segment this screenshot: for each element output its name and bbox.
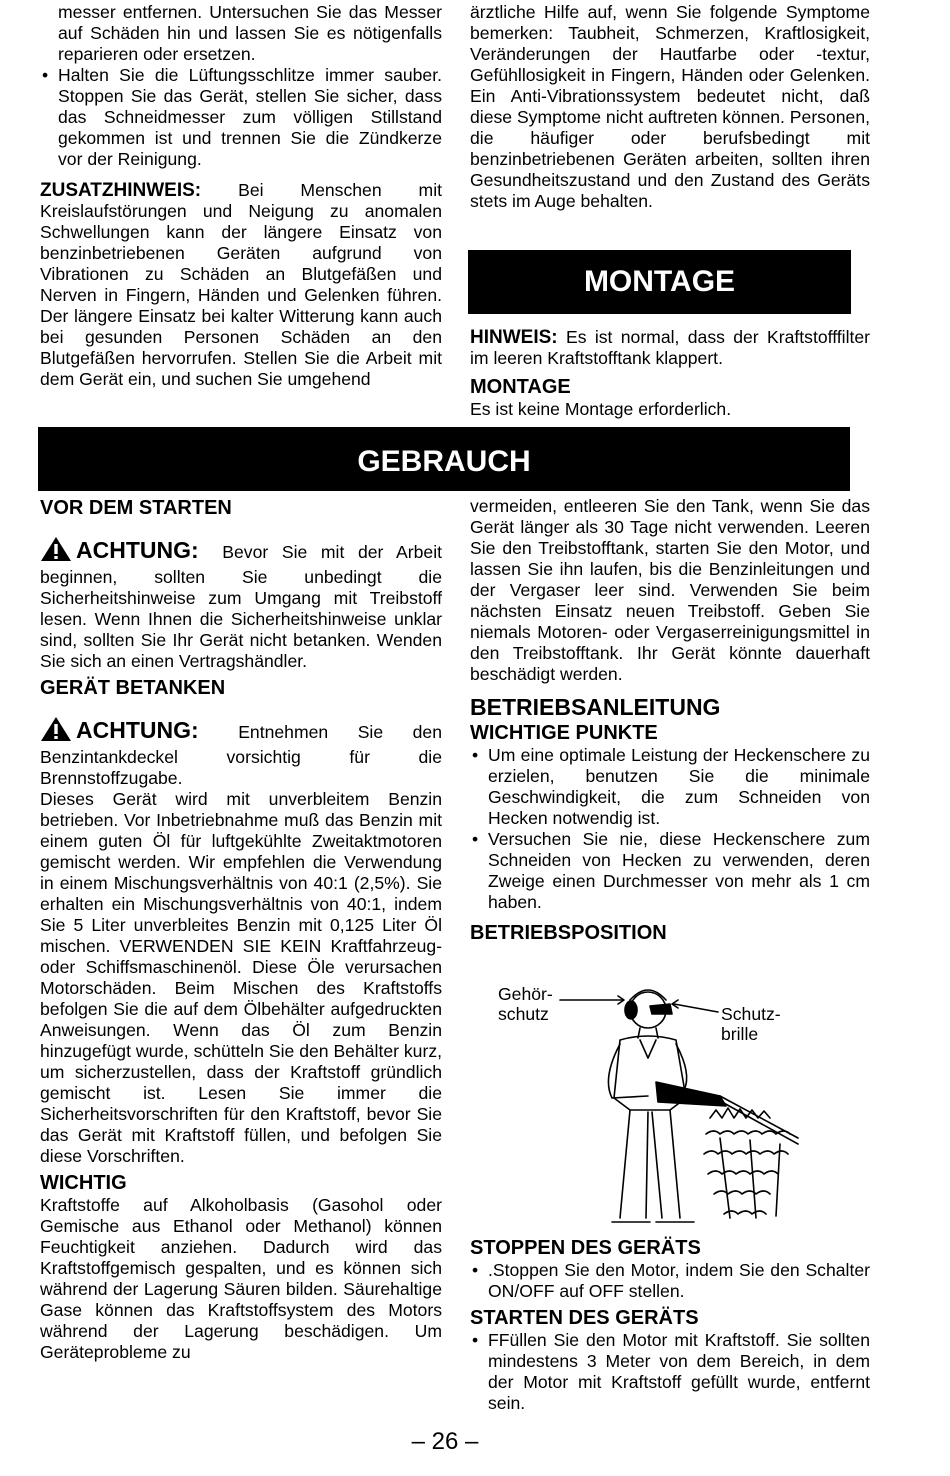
page-number: – 26 – [411, 1428, 479, 1455]
left-top-column [40, 2, 442, 390]
figure-label-hearing-protection: Gehör- schutz [498, 984, 553, 1024]
list-item [470, 829, 870, 913]
stoppen-heading: STOPPEN DES GERÄTS [470, 1237, 701, 1259]
vor-dem-starten-heading: VOR DEM STARTEN [40, 497, 232, 519]
continued-paragraph: ärztliche Hilfe auf, wenn Sie folgende Symptome bemerken: Taubheit, Schmerzen, Kraftlosigkeit, Veränderungen der Hautfarbe oder -textur, Gefühllosigkeit in Fingern, Händen oder Gelenken. Ein Anti-Vibrationssystem bedeutet nicht, daß diese Symptome nicht auftreten können. Personen, die häufiger oder berufsbedingt mit benzinbetriebenen Geräten arbeiten, sollten ihren Gesundheitszustand und den Zustand des Geräts stets im Auge behalten. [470, 2, 871, 211]
betriebsposition-heading: BETRIEBSPOSITION [470, 922, 667, 944]
wichtig-heading: WICHTIG [40, 1172, 127, 1194]
left-bottom-column [40, 496, 442, 1363]
list-item-text: Versuchen Sie nie, diese Heckenschere zum Schneiden von Hecken zu verwenden, deren Zweige einen Durchmesser von mehr als 1 cm haben. [488, 829, 870, 912]
wichtige-punkte-heading: WICHTIGE PUNKTE [470, 722, 658, 744]
list-item-text: Um eine optimale Leistung der Heckenschere zu erzielen, benutzen Sie die minimale Geschwindigkeit, die zum Schneiden von Hecken notwendig ist. [488, 745, 870, 828]
montage-banner-title: MONTAGE [583, 265, 736, 298]
geraet-betanken-heading: GERÄT BETANKEN [40, 677, 226, 699]
note-lead: ZUSATZHINWEIS: [40, 180, 202, 201]
starten-heading: STARTEN DES GERÄTS [470, 1307, 699, 1329]
right-top-lower [470, 327, 870, 420]
list-item [470, 745, 870, 829]
montage-text: Es ist keine Montage erforderlich. [470, 399, 732, 419]
hinweis-paragraph [470, 327, 870, 369]
wichtig-paragraph: Kraftstoffe auf Alkoholbasis (Gasohol oder Gemische aus Ethanol oder Methanol) können Feuchtigkeit anziehen. Dadurch wird das Kraftstoffgemisch gespalten, und es können sich während der Lagerung Säuren bilden. Säurehaltige Gase können das Kraftstoffsystem des Motors während der Lagerung beschädigen. Um Geräteprobleme zu [40, 1195, 442, 1362]
warning-icon [40, 536, 72, 567]
hinweis-lead: HINWEIS: [470, 327, 558, 348]
betriebsanleitung-heading: BETRIEBSANLEITUNG [470, 694, 721, 720]
bullet-dot: • [472, 745, 479, 765]
list-item [470, 1330, 870, 1414]
warning-icon [40, 716, 72, 747]
right-bottom-column [470, 496, 870, 945]
montage-heading: MONTAGE [470, 376, 571, 398]
warning-2-text: Entnehmen Sie den Benzintankdeckel vorsichtig für die Brennstoffzugabe. [40, 722, 443, 788]
fuel-paragraph: Dieses Gerät wird mit unverbleitem Benzin betrieben. Vor Inbetriebnahme muß das Benzin mit einem guten Öl für luftgekühlte Zweitaktmotoren gemischt werden. Wir empfehlen die Verwendung in einem Mischungsverhältnis von 40:1 (2,5%). Sie erhalten ein Mischungsverhältnis von 40:1, indem Sie 5 Liter unverbleites Benzin mit 0,125 Liter Öl mischen. VERWENDEN SIE KEIN Kraftfahrzeug- oder Schiffsmaschinenöl. Diese Öle verursachen Motorschäden. Beim Mischen des Kraftstoffs befolgen Sie die auf dem Ölbehälter aufgedruckten Anweisungen. Wenn das Öl zum Benzin hinzugefügt wurde, schütteln Sie den Behälter kurz, um sicherzustellen, dass der Kraftstoff gründlich gemischt ist. Lesen Sie immer die Sicherheitsvorschriften für den Kraftstoff, bevor Sie das Gerät mit Kraftstoff füllen, und befolgen Sie diese Vorschriften. [40, 789, 442, 1166]
right-top-column [470, 2, 870, 212]
warning-block-2 [40, 716, 442, 789]
montage-banner [468, 250, 851, 314]
continued-paragraph: vermeiden, entleeren Sie den Tank, wenn Sie das Gerät länger als 30 Tage nicht verwenden. Leeren Sie den Treibstofftank, starten Sie den Motor, und lassen Sie ihn laufen, bis die Benzinleitungen und der Vergaser leer sind. Verwenden Sie beim nächsten Einsatz neuen Treibstoff. Geben Sie niemals Motoren- oder Vergaserreinigungsmittel in den Treibstofftank. Ihr Gerät könnte dauerhaft beschädigt werden. [470, 496, 870, 684]
warning-1-text: Bevor Sie mit der Arbeit beginnen, sollten Sie unbedingt die Sicherheitshinweise zum Umgang mit Treibstoff lesen. Wenn Ihnen die Sicherheitshinweise unklar sind, sollten Sie Ihr Gerät nicht betanken. Wenden Sie sich an einen Vertragshändler. [40, 542, 443, 671]
operator-illustration [480, 978, 810, 1228]
warning-word: ACHTUNG: [76, 537, 199, 563]
right-bottom-lower [470, 1236, 870, 1414]
list-item-text: .Stoppen Sie den Motor, indem Sie den Schalter ON/OFF auf OFF stellen. [488, 1260, 870, 1301]
list-item-text: Halten Sie die Lüftungsschlitze immer sauber. Stoppen Sie das Gerät, stellen Sie sicher, dass das Schneidmesser zum völligen Stillstand gekommen ist und trennen Sie die Zündkerze vor der Reinigung. [58, 65, 442, 169]
warning-block-1 [40, 536, 442, 672]
warning-1-paragraph [40, 536, 442, 672]
list-item-text: FFüllen Sie den Motor mit Kraftstoff. Sie sollten mindestens 3 Meter von dem Bereich, in dem der Motor mit Kraftstoff gefüllt wurde, entfernt sein. [488, 1330, 870, 1413]
gebrauch-banner-title: GEBRAUCH [357, 445, 531, 478]
bullet-dot: • [472, 1330, 479, 1350]
gebrauch-banner [38, 427, 850, 491]
figure-label-safety-glasses: Schutz- brille [721, 1004, 781, 1044]
warning-2-paragraph [40, 716, 442, 789]
note-text: Bei Menschen mit Kreislaufstörungen und Neigung zu anomalen Schwellungen kann der längere Einsatz von benzinbetriebenen Geräten aufgrund von Vibrationen zu Schäden an Blutgefäßen und Nerven in Fingern, Händen und Gelenken führen. Der längere Einsatz bei kalter Witterung kann auch bei gesunden Personen Schäden an den Blutgefäßen hervorrufen. Stellen Sie die Arbeit mit dem Gerät ein, und suchen Sie umgehend [40, 180, 442, 389]
list-item [470, 1260, 870, 1302]
bullet-dot: • [472, 829, 479, 849]
zusatzhinweis-paragraph [40, 180, 442, 390]
list-item [40, 65, 442, 170]
warning-word: ACHTUNG: [76, 717, 199, 743]
bullet-dot: • [42, 65, 49, 85]
bullet-dot: • [472, 1260, 479, 1280]
hinweis-text: Es ist normal, dass der Kraftstofffilter im leeren Kraftstofftank klappert. [470, 327, 871, 368]
bullet-continuation: messer entfernen. Untersuchen Sie das Messer auf Schäden hin und lassen Sie es nötigenfalls reparieren oder ersetzen. [58, 2, 442, 64]
operating-position-figure [480, 978, 810, 1228]
